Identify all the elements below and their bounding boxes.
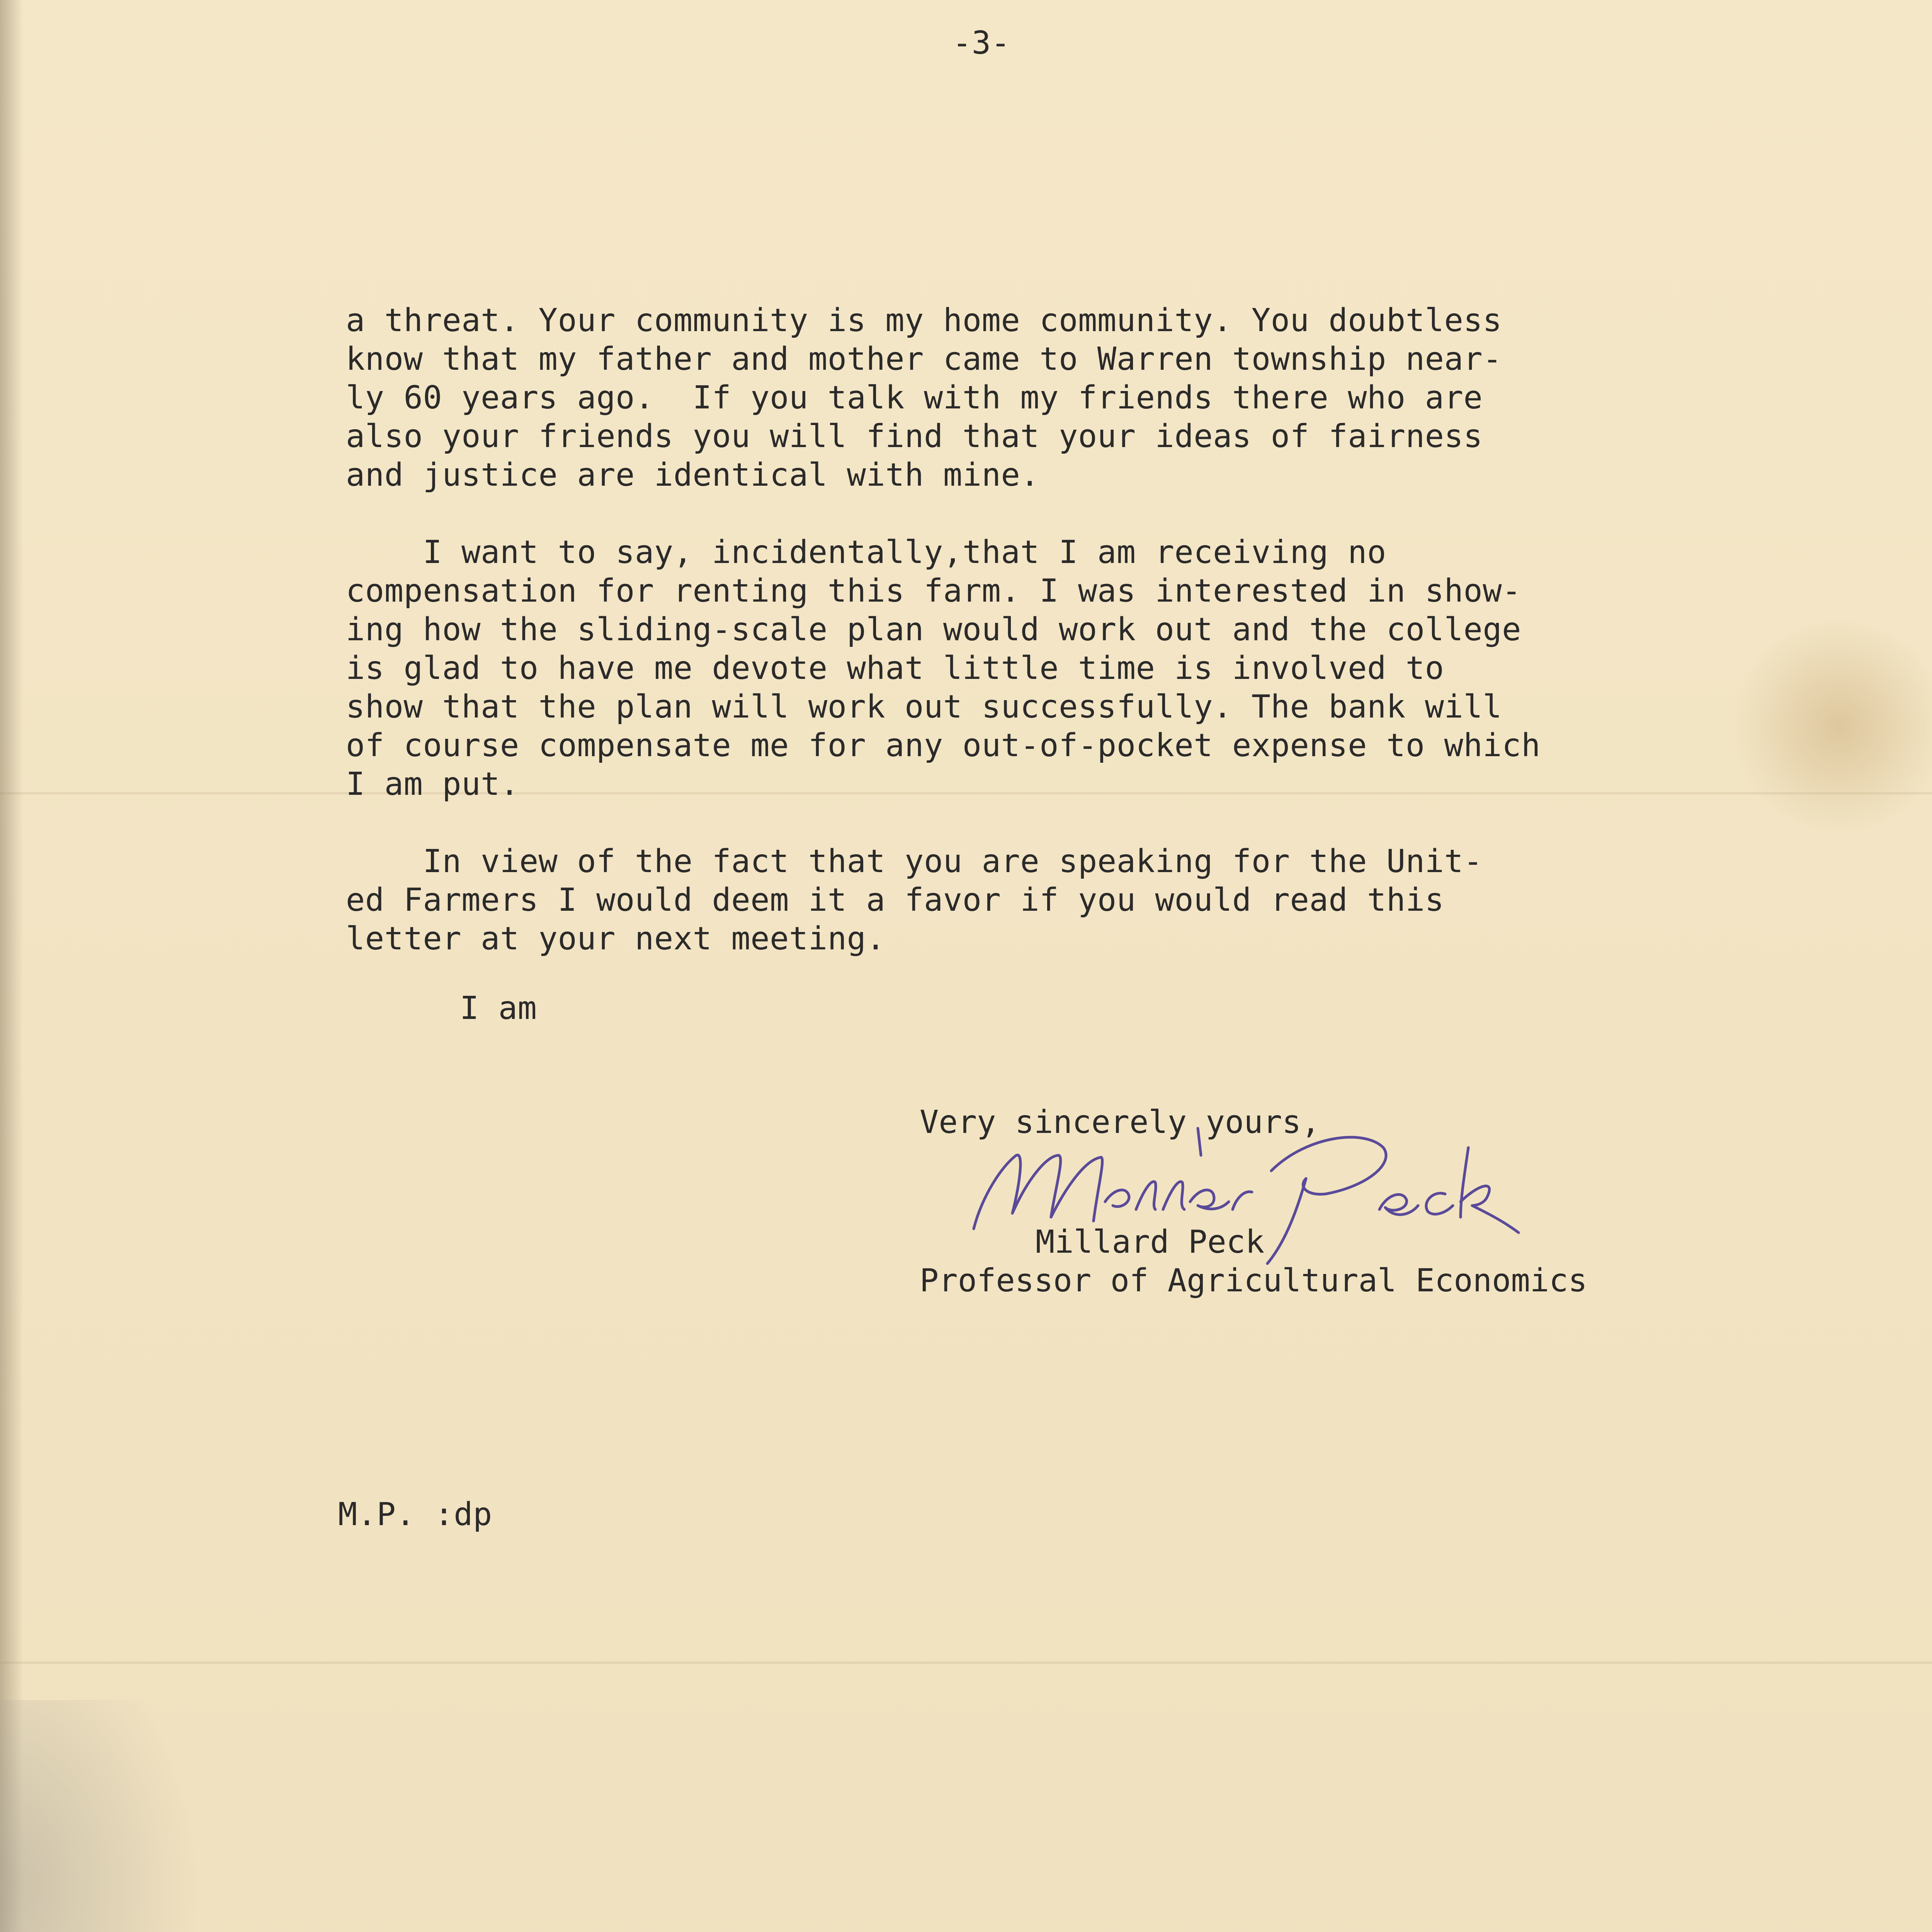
signer-title: Professor of Agricultural Economics (920, 1262, 1587, 1299)
body-paragraph: a threat. Your community is my home community. You doubtless know that my father and mother came to Warren township near- ly 60 years ago. If you talk with my friends there who are also your friends you will find that your ideas of fairness and justice are identical with mine. (346, 302, 1502, 493)
signer-name: Millard Peck (1036, 1224, 1265, 1260)
body-paragraph: In view of the fact that you are speaking for the Unit- ed Farmers I would deem it a favor if you would read this letter at your next meeting. (346, 843, 1483, 957)
paper-stain (1731, 618, 1932, 835)
page-shading (0, 1700, 201, 1932)
body-paragraph: I want to say, incidentally,that I am receiving no compensation for renting this farm. I was interested in show- ing how the sliding-scale plan would work out and the college is glad to have me devote what little time is involved to show that the plan will work out successfully. The bank will of course compensate me for any out-of-pocket expense to which I am put. (346, 534, 1541, 803)
reference-initials: M.P. :dp (338, 1496, 492, 1533)
complimentary-close: Very sincerely yours, (920, 1104, 1320, 1141)
page-number: -3- (952, 25, 1010, 61)
closing-phrase: I am (460, 990, 537, 1027)
page-edge-shadow (0, 0, 23, 1932)
handwritten-signature (958, 1113, 1623, 1275)
paper-fold-line (0, 1662, 1932, 1664)
